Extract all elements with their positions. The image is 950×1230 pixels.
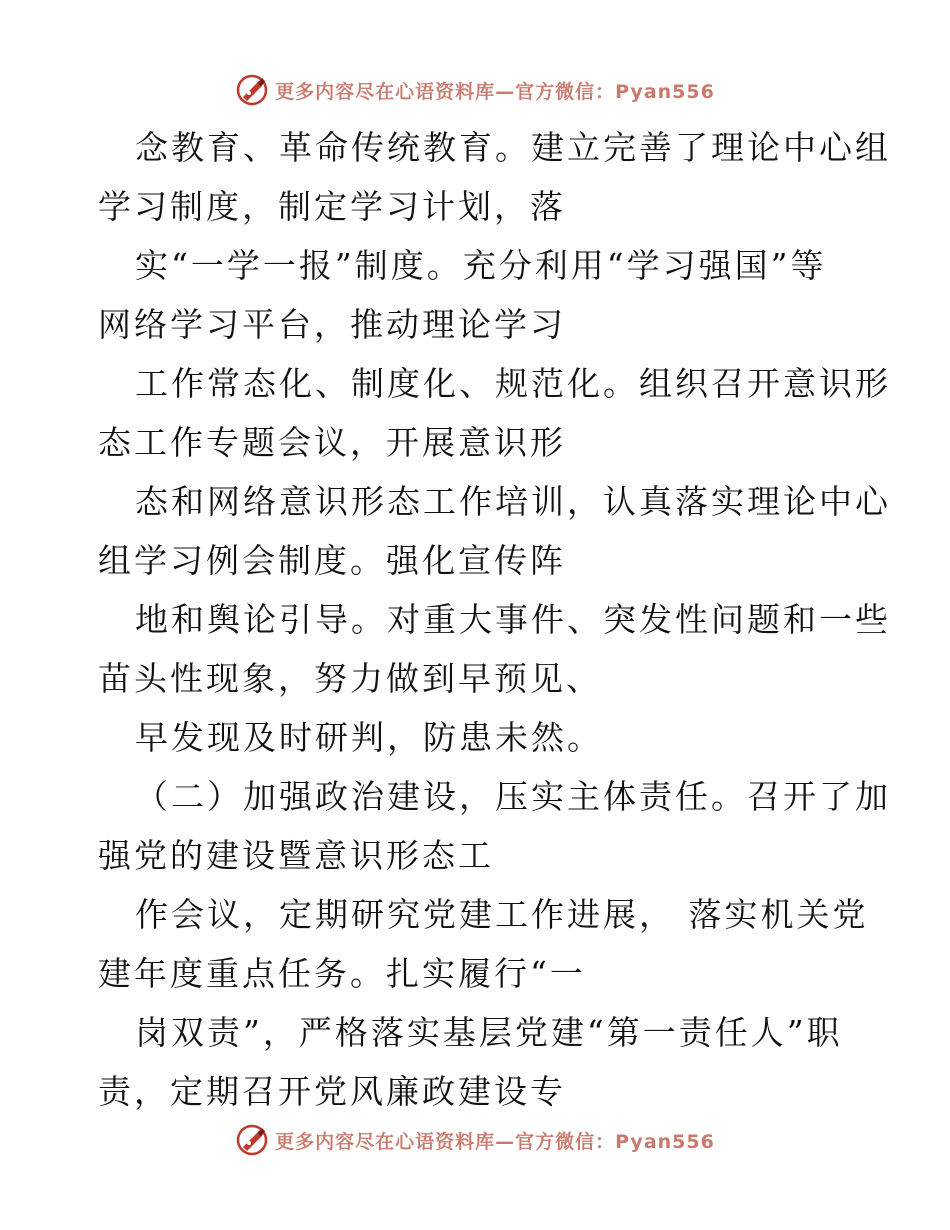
watermark-text: 更多内容尽在心语资料库—官方微信：Pyan556 (275, 80, 715, 103)
text-line: 岗双责”，严格落实基层党建“第一责任人”职 (135, 1013, 843, 1052)
text-line: 苗头性现象，努力做到早预见、 (98, 659, 602, 698)
pen-nib-logo-icon (235, 73, 269, 107)
text-line: 作会议，定期研究党建工作进展， 落实机关党 (135, 895, 869, 934)
text-line: 工作常态化、制度化、规范化。组织召开意识形 (135, 364, 891, 403)
document-body (98, 118, 891, 1121)
text-line: 建年度重点任务。扎实履行“一 (98, 954, 586, 993)
text-line: 态工作专题会议，开展意识形 (98, 423, 566, 462)
text-line: 早发现及时研判，防患未然。 (135, 718, 603, 757)
text-line: （二）加强政治建设，压实主体责任。召开了加 (135, 777, 891, 816)
text-line: 地和舆论引导。对重大事件、突发性问题和一些 (135, 600, 891, 639)
text-line: 网络学习平台，推动理论学习 (98, 305, 566, 344)
text-line: 实“一学一报”制度。充分利用“学习强国”等 (135, 246, 827, 285)
text-line: 念教育、革命传统教育。建立完善了理论中心组 (135, 128, 891, 167)
watermark-text: 更多内容尽在心语资料库—官方微信：Pyan556 (275, 1130, 715, 1153)
pen-nib-logo-icon (235, 1123, 269, 1157)
text-line: 责，定期召开党风廉政建设专 (98, 1072, 566, 1111)
text-line: 态和网络意识形态工作培训，认真落实理论中心 (135, 482, 891, 521)
text-line: 组学习例会制度。强化宣传阵 (98, 541, 566, 580)
text-line: 强党的建设暨意识形态工 (98, 836, 494, 875)
text-line: 学习制度，制定学习计划，落 (98, 187, 566, 226)
watermark-footer (0, 1120, 950, 1160)
watermark-header (0, 70, 950, 110)
